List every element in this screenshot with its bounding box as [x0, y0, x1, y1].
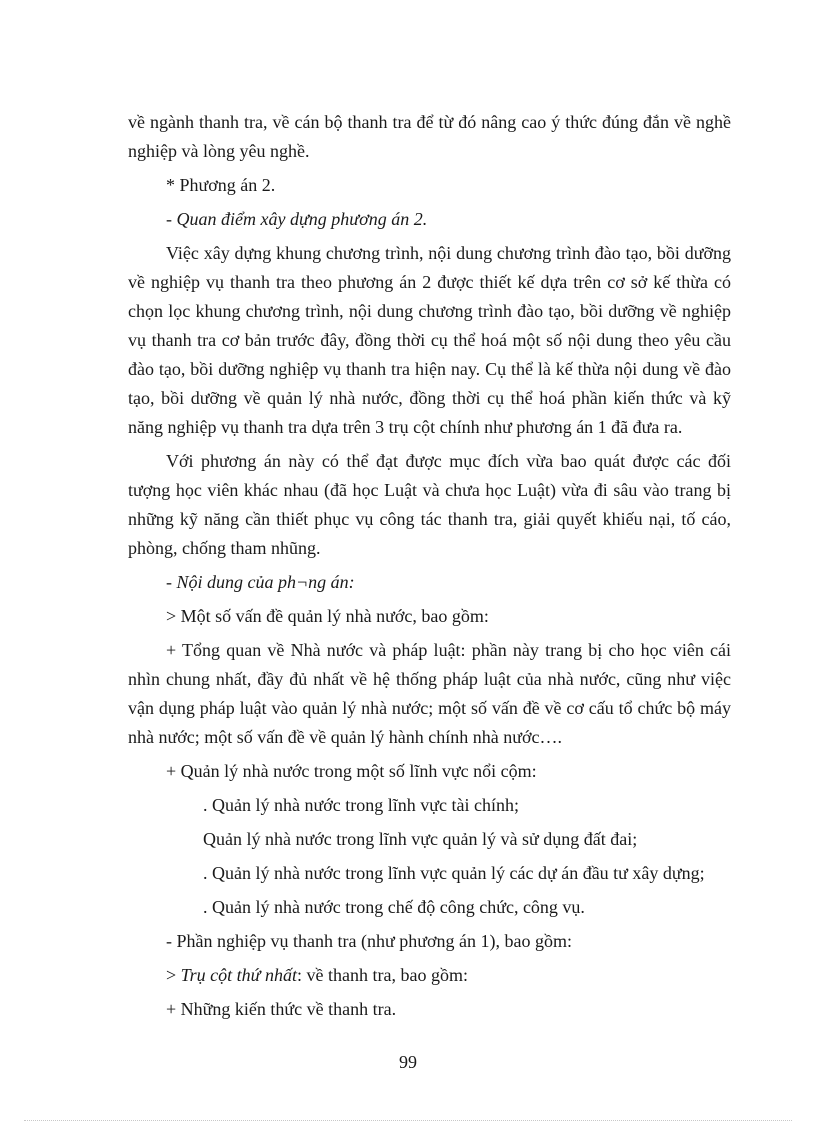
list-item-inspection-part: - Phần nghiệp vụ thanh tra (như phương án 1), bao gồm:: [166, 931, 572, 951]
list-item-land: Quản lý nhà nước trong lĩnh vực quản lý và sử dụng đất đai;: [203, 829, 638, 849]
page-number: 99: [399, 1052, 417, 1072]
paragraph-option-2-description: Việc xây dựng khung chương trình, nội dung chương trình đào tạo, bồi dưỡng về nghiệp vụ thanh tra theo phương án 2 được thiết kế dựa trên cơ sở kế thừa có chọn lọc khung chương trình, nội dung chương trình đào tạo, bồi dưỡng về nghiệp vụ thanh tra cơ bản trước đây, đồng thời cụ thể hoá một số nội dung theo yêu cầu đào tạo, bồi dưỡng nghiệp vụ thanh tra hiện nay. Cụ thể là kế thừa nội dung về đào tạo, bồi dưỡng về quản lý nhà nước, đồng thời cụ thể hoá phần kiến thức và kỹ năng nghiệp vụ thanh tra dựa trên 3 trụ cột chính như phương án 1 đã đưa ra.: [128, 243, 731, 437]
paragraph-continuation: về ngành thanh tra, về cán bộ thanh tra để từ đó nâng cao ý thức đúng đắn về nghề nghiệp và lòng yêu nghề.: [128, 112, 731, 161]
paragraph-option-2-purpose: Với phương án này có thể đạt được mục đích vừa bao quát được các đối tượng học viên khác nhau (đã học Luật và chưa học Luật) vừa đi sâu vào trang bị những kỹ năng cần thiết phục vụ công tác thanh tra, giải quyết khiếu nại, tố cáo, phòng, chống tham nhũng.: [128, 451, 731, 558]
list-item-inspection-knowledge: + Những kiến thức về thanh tra.: [166, 999, 397, 1019]
subheading-viewpoint: - Quan điểm xây dựng phương án 2.: [166, 209, 428, 229]
first-pillar-title: Trụ cột thứ nhất: [180, 965, 297, 985]
subheading-content: - Nội dung của ph¬ng án:: [166, 572, 355, 592]
list-item-first-pillar: [128, 961, 731, 990]
first-pillar-marker: >: [166, 965, 181, 985]
list-item-civil-service: . Quản lý nhà nước trong chế độ công chức, công vụ.: [203, 897, 585, 917]
list-item-key-sectors: + Quản lý nhà nước trong một số lĩnh vực nổi cộm:: [166, 761, 537, 781]
first-pillar-text: : về thanh tra, bao gồm:: [297, 965, 468, 985]
paragraph-state-and-law: + Tổng quan về Nhà nước và pháp luật: phần này trang bị cho học viên cái nhìn chung nhất, đầy đủ nhất về hệ thống pháp luật của nhà nước, cũng như việc vận dụng pháp luật vào quản lý nhà nước; một số vấn đề về cơ cấu tổ chức bộ máy nhà nước; một số vấn đề về quản lý hành chính nhà nước….: [128, 640, 731, 747]
list-item-construction-projects: . Quản lý nhà nước trong lĩnh vực quản lý các dự án đầu tư xây dựng;: [203, 863, 705, 883]
list-item-finance: . Quản lý nhà nước trong lĩnh vực tài chính;: [203, 795, 519, 815]
document-page: [128, 108, 731, 1029]
heading-option-2: * Phương án 2.: [166, 175, 276, 195]
list-item-state-management: > Một số vấn đề quản lý nhà nước, bao gồm:: [166, 606, 489, 626]
page-bottom-divider: [24, 1120, 792, 1121]
